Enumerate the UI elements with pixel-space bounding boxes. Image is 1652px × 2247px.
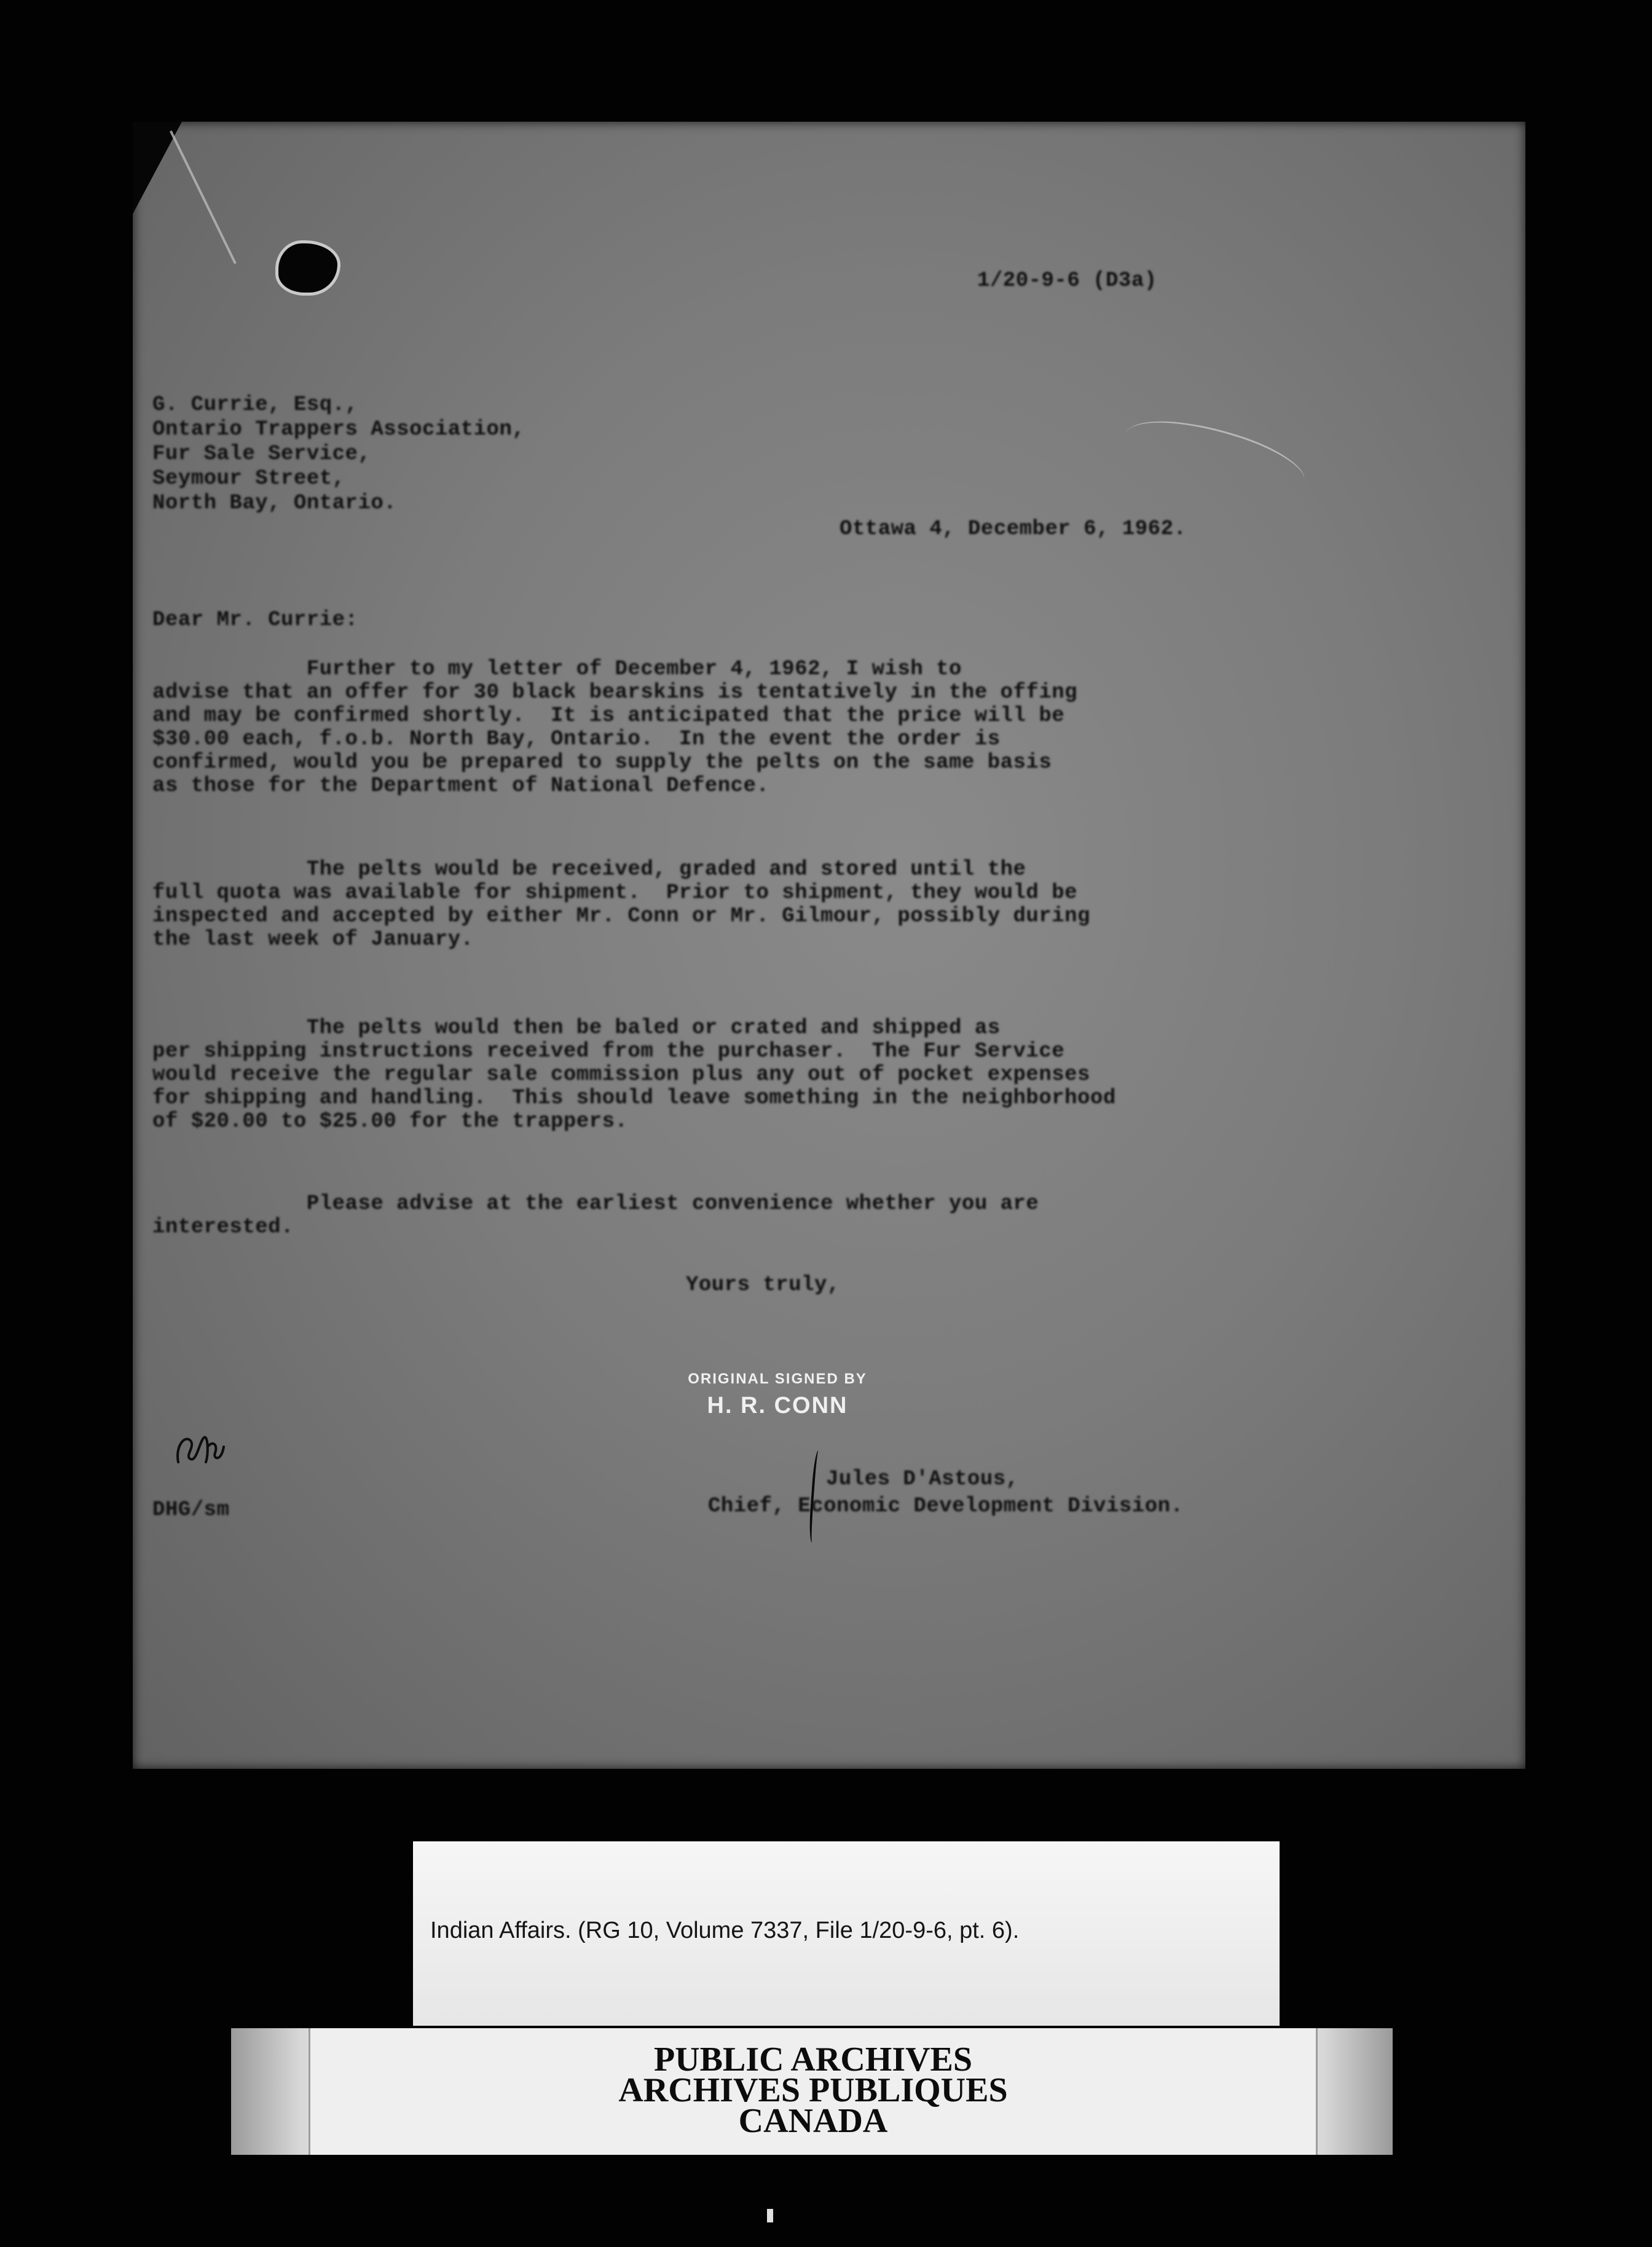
caption-card xyxy=(413,1841,1280,2026)
handwritten-initials-mark xyxy=(172,1428,227,1471)
archives-label-band xyxy=(231,2028,1393,2155)
body-paragraph xyxy=(152,1192,1375,1239)
punch-hole xyxy=(278,243,337,293)
paragraph-line: $30.00 each, f.o.b. North Bay, Ontario. In the event the order is xyxy=(152,728,1001,751)
paragraph-line: for shipping and handling. This should leave something in the neighborhood xyxy=(152,1087,1116,1110)
body-paragraph xyxy=(152,858,1375,951)
stamp-signer-name: H. R. CONN xyxy=(707,1393,848,1419)
archives-label xyxy=(309,2028,1318,2155)
signer-name: Jules D'Astous, xyxy=(826,1468,1019,1491)
archives-line-french: ARCHIVES PUBLIQUES xyxy=(618,2071,1008,2109)
complimentary-close: Yours truly, xyxy=(686,1273,840,1297)
archives-line-english: PUBLIC ARCHIVES xyxy=(653,2040,973,2079)
paragraph-line: The pelts would be received, graded and stored until the xyxy=(152,858,1026,881)
recipient-organization: Ontario Trappers Association, xyxy=(152,418,525,441)
paragraph-line: confirmed, would you be prepared to supply the pelts on the same basis xyxy=(152,751,1052,774)
film-scratch xyxy=(1118,402,1311,513)
paragraph-line: interested. xyxy=(152,1216,294,1239)
archival-citation: Indian Affairs. (RG 10, Volume 7337, File 1/20-9-6, pt. 6). xyxy=(430,1918,1020,1943)
recipient-department: Fur Sale Service, xyxy=(152,443,371,466)
stamp-caption: ORIGINAL SIGNED BY xyxy=(688,1371,867,1387)
archives-label-text xyxy=(310,2040,1316,2140)
recipient-name: G. Currie, Esq., xyxy=(152,393,358,417)
letter-date: Ottawa 4, December 6, 1962. xyxy=(840,517,1187,541)
paragraph-line: of $20.00 to $25.00 for the trappers. xyxy=(152,1110,628,1133)
signer-title: Chief, Economic Development Division. xyxy=(708,1495,1184,1518)
paragraph-line: Further to my letter of December 4, 1962, I wish to xyxy=(152,658,962,681)
paragraph-line: as those for the Department of National Defence. xyxy=(152,774,769,798)
paragraph-line: inspected and accepted by either Mr. Conn or Mr. Gilmour, possibly during xyxy=(152,905,1090,928)
signature-stamp xyxy=(679,1371,876,1419)
paragraph-line: Please advise at the earliest convenience whether you are xyxy=(152,1192,1039,1216)
archives-line-country: CANADA xyxy=(738,2102,888,2140)
body-paragraph xyxy=(152,1017,1375,1133)
paragraph-line: and may be confirmed shortly. It is anticipated that the price will be xyxy=(152,704,1065,728)
paragraph-line: full quota was available for shipment. Prior to shipment, they would be xyxy=(152,881,1078,905)
recipient-city: North Bay, Ontario. xyxy=(152,492,397,515)
salutation: Dear Mr. Currie: xyxy=(152,608,358,632)
recipient-street: Seymour Street, xyxy=(152,467,345,490)
paragraph-line: would receive the regular sale commission plus any out of pocket expenses xyxy=(152,1063,1090,1087)
paragraph-line: per shipping instructions received from the purchaser. The Fur Service xyxy=(152,1040,1065,1063)
paragraph-line: advise that an offer for 30 black bearskins is tentatively in the offing xyxy=(152,681,1078,704)
paragraph-line: the last week of January. xyxy=(152,928,474,951)
body-paragraph xyxy=(152,658,1375,798)
paragraph-line: The pelts would then be baled or crated and shipped as xyxy=(152,1017,1001,1040)
typist-initials: DHG/sm xyxy=(152,1498,230,1522)
film-edge-mark xyxy=(767,2209,773,2222)
file-reference: 1/20-9-6 (D3a) xyxy=(977,269,1157,293)
